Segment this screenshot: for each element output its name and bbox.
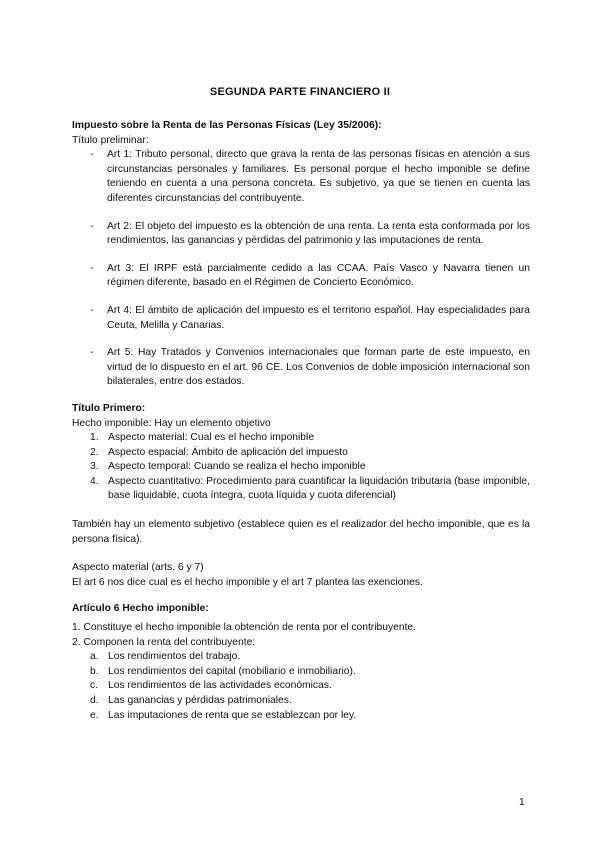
list-item-art4: - Art 4: El ámbito de aplicación del impuesto es el territorio español. Hay especialidades para Ceuta, Melilla y Canarias. [72, 304, 530, 333]
list-item-text: Los rendimientos del trabajo. [108, 651, 241, 663]
hecho-imponible-intro: Hecho imponible: Hay un elemento objetivo [72, 417, 271, 429]
subjective-element-paragraph: También hay un elemento subjetivo (establece quien es el realizador del hecho imponible, que es la persona física). [72, 519, 530, 545]
section-heading-articulo-6: Artículo 6 Hecho imponible: [72, 603, 209, 615]
list-item-art1: - Art 1: Tributo personal, directo que grava la renta de las personas físicas en atención a sus circunstancias personales y familiares. Es personal porque el hecho imponible se define teniendo en cuenta a una persona concreta. Es subjetivo, ya que se tienen en cuenta las diferentes circunstancias del contribuyente. [72, 148, 530, 206]
list-marker: 2. [90, 446, 99, 458]
list-marker: b. [90, 665, 99, 677]
list-item-text: Las imputaciones de renta que se establezcan por ley. [108, 709, 357, 721]
list-item-text: Los rendimientos de las actividades económicas. [108, 680, 332, 692]
list-marker: c. [90, 680, 99, 692]
list-item-aspect [72, 431, 530, 446]
list-item-text: Los rendimientos del capital (mobiliario e inmobiliario). [108, 665, 356, 677]
list-marker: 3. [90, 461, 99, 473]
art6-art7-line: El art 6 nos dice cual es el hecho imponible y el art 7 plantea las exenciones. [72, 576, 423, 588]
document-title: SEGUNDA PARTE FINANCIERO II [209, 86, 391, 98]
section-heading-irpf: Impuesto sobre la Renta de las Personas Físicas (Ley 35/2006): [72, 120, 382, 131]
section-heading-titulo-primero: Título Primero: [72, 402, 146, 414]
list-item-text: Aspecto material: Cual es el hecho imponible [108, 432, 315, 444]
articulo-6-point-1: 1. Constituye el hecho imponible la obtención de renta por el contribuyente. [72, 622, 417, 634]
list-item-aspect [72, 446, 530, 461]
articulo-6-point-2: 2. Componen la renta del contribuyente: [72, 636, 256, 648]
list-item-art5: - Art 5: Hay Tratados y Convenios internacionales que forman parte de este impuesto, en virtud de lo dispuesto en el art. 96 CE. Los Convenios de doble imposición internacional son bilaterales, entre dos estados. [72, 346, 530, 390]
list-item-text: Aspecto espacial: Ámbito de aplicación del impuesto [108, 446, 348, 458]
renta-components-list [72, 650, 530, 723]
list-item-text: Aspecto temporal: Cuando se realiza el hecho imponible [108, 461, 366, 473]
list-item-component [72, 694, 530, 709]
list-marker: 4. [90, 475, 99, 487]
list-item-component [72, 709, 530, 724]
list-item-art2: - Art 2: El objeto del impuesto es la obtención de una renta. La renta esta conformada por los rendimientos, las ganancias y pérdidas del patrimonio y las imputaciones de renta. [72, 220, 530, 249]
list-item-component [72, 665, 530, 680]
aspecto-material-line: Aspecto material (arts. 6 y 7) [72, 562, 204, 574]
list-item-component [72, 650, 530, 665]
subheading-titulo-preliminar: Título preliminar: [72, 134, 149, 146]
list-marker: 1. [90, 432, 99, 444]
articles-list [72, 148, 530, 390]
page-number: 1 [519, 797, 525, 808]
list-marker: a. [90, 651, 99, 663]
list-item-art3: - Art 3: El IRPF está parcialmente cedido a las CCAA. País Vasco y Navarra tienen un régimen diferente, basado en el Régimen de Concierto Económico. [72, 262, 530, 291]
list-marker: e. [90, 709, 99, 721]
list-item-component [72, 679, 530, 694]
aspects-list [72, 431, 530, 504]
list-item-text: Las ganancias y pérdidas patrimoniales. [108, 695, 292, 706]
list-item-aspect [72, 460, 530, 475]
list-marker: d. [90, 695, 99, 706]
document-body [72, 119, 530, 723]
list-item-text: Aspecto cuantitativo: Procedimiento para cuantificar la liquidación tributaria (base imponible, base liquidable, cuota íntegra, cuota líquida y cuota diferencial) [108, 475, 530, 502]
list-item-aspect [72, 475, 530, 504]
